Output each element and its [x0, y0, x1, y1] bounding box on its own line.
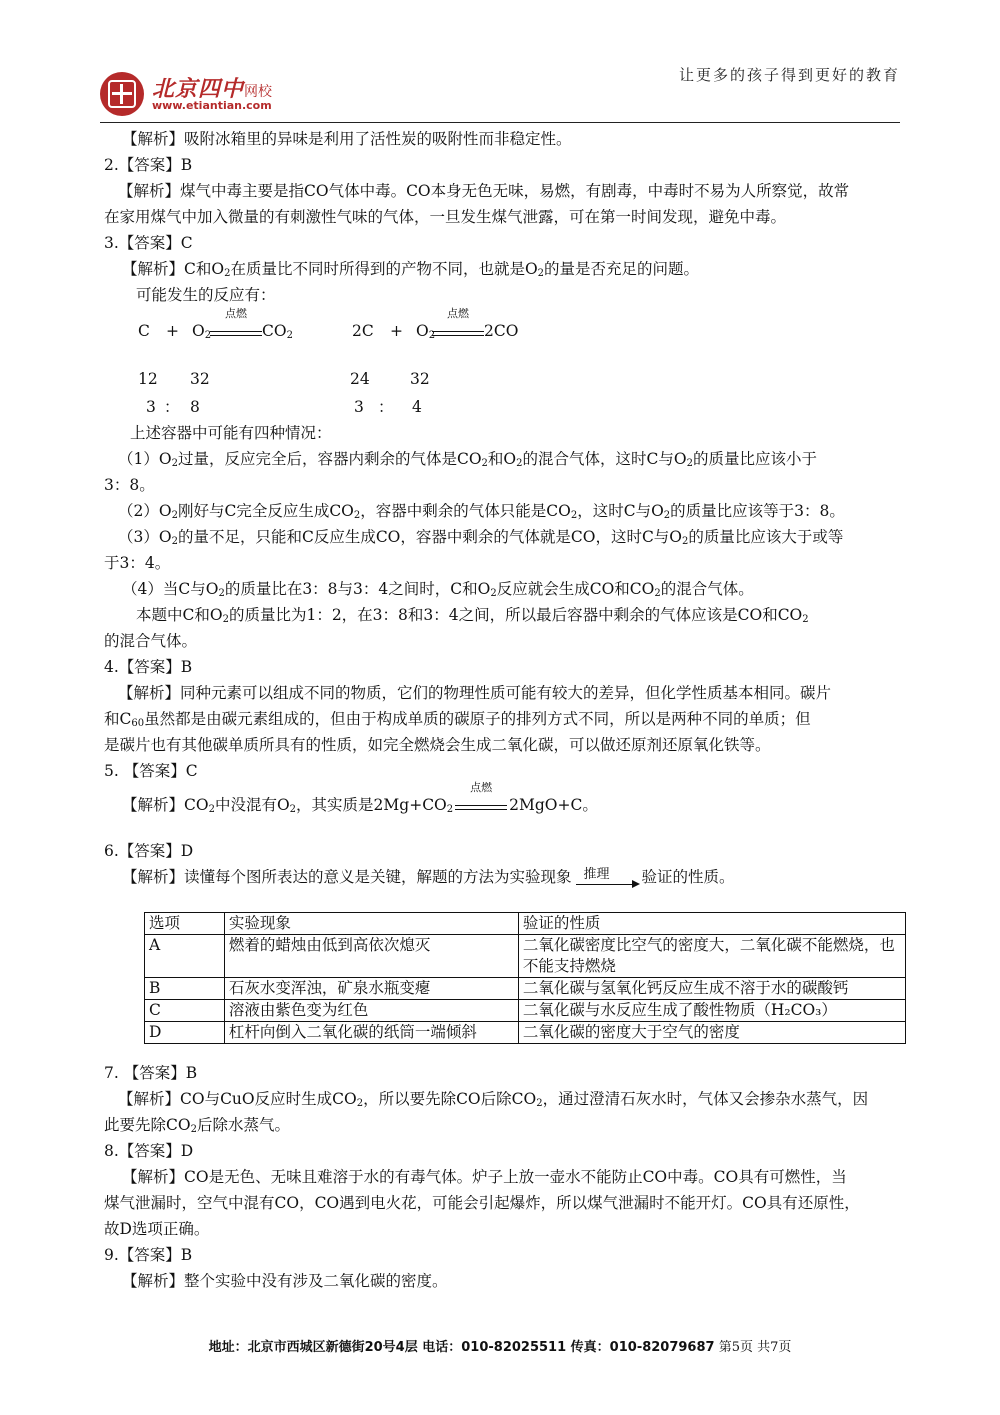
explanation-line: 【解析】C和$O_2$在质量比不同时所得到的产物不同，也就是$O_2$的量是否充足的问题。: [122, 260, 700, 279]
table-row: [145, 935, 906, 978]
answer-key: 4.【答案】B: [104, 658, 193, 676]
explanation-line: 3：8。: [104, 476, 155, 494]
answer-key: 5. 【答案】C: [104, 762, 198, 780]
table-header-cell: 实验现象: [224, 913, 518, 935]
table-cell: 杠杆向倒入二氧化碳的纸筒一端倾斜: [224, 1022, 518, 1044]
table-cell: B: [145, 978, 225, 1000]
page-header: [100, 58, 900, 124]
table-cell: C: [145, 1000, 225, 1022]
explanation-line: 在家用煤气中加入微量的有刺激性气味的气体，一旦发生煤气泄露，可在第一时间发现，避免中毒。: [104, 208, 787, 226]
table-header-cell: 选项: [145, 913, 225, 935]
answer-key: 6.【答案】D: [104, 842, 194, 860]
ratio-colon: ：: [164, 398, 180, 416]
explanation-line: 本题中C和$O_2$的质量比为1：2，在3：8和3：4之间，所以最后容器中剩余的气体应该是CO和$CO_2$: [136, 606, 809, 625]
table-cell: 溶液由紫色变为红色: [224, 1000, 518, 1022]
explanation-line: 是碳片也有其他碳单质所具有的性质，如完全燃烧会生成二氧化碳，可以做还原剂还原氧化铁等。: [104, 736, 771, 754]
explanation-line: $(2)O_2$刚好与C完全反应生成$CO_2$，容器中剩余的气体只能是$CO_2$，这时C与$O_2$的质量比应该等于3：8。: [118, 502, 845, 521]
table-cell: A: [145, 935, 225, 978]
answer-line: 【解析】吸附冰箱里的异味是利用了活性炭的吸附性而非稳定性。: [122, 130, 572, 148]
header-slogan: 让更多的孩子得到更好的教育: [678, 66, 900, 84]
answer-key: 2.【答案】B: [104, 156, 193, 174]
header-divider: [100, 122, 900, 123]
table-cell: 二氧化碳与氢氧化钙反应生成不溶于水的碳酸钙: [518, 978, 905, 1000]
eq-condition: [208, 307, 264, 346]
table-header-cell: 验证的性质: [518, 913, 905, 935]
inference-arrow-icon: [572, 864, 642, 890]
logo-name: 北京四中网校: [152, 76, 273, 102]
explanation-line: 的混合气体。: [104, 632, 198, 650]
ratio-value: 8: [190, 398, 200, 416]
explanation-line: 上述容器中可能有四种情况：: [130, 424, 332, 442]
table-cell: 二氧化碳与水反应生成了酸性物质（H₂CO₃）: [518, 1000, 905, 1022]
eq-reactant: $O_2$: [416, 322, 436, 341]
table-cell: 二氧化碳密度比空气的密度大，二氧化碳不能燃烧，也不能支持燃烧: [518, 935, 905, 978]
mass-value: 24: [350, 370, 370, 388]
explanation-line: （4）当C与$O_2$的质量比在3：8与3：4之间时，C和$O_2$反应就会生成CO和$CO_2$的混合气体。: [122, 580, 754, 599]
mass-value: 32: [410, 370, 430, 388]
table-cell: 石灰水变浑浊，矿泉水瓶变瘪: [224, 978, 518, 1000]
table-cell: D: [145, 1022, 225, 1044]
eq-product: 2CO: [484, 322, 519, 340]
eq-reactant: 2C: [352, 322, 374, 340]
condition-label: 点燃: [447, 307, 469, 320]
table-row: [145, 1022, 906, 1044]
explanation-line: 故D选项正确。: [104, 1220, 210, 1238]
mass-values: [104, 366, 904, 394]
page-footer: [0, 1336, 1000, 1355]
answer-body-continued: [104, 1060, 904, 1294]
eq-condition: [453, 781, 509, 820]
table-row: [145, 978, 906, 1000]
table-cell: 燃着的蜡烛由低到高依次熄灭: [224, 935, 518, 978]
table-row: [145, 1000, 906, 1022]
explanation-line: $(1)O_2$过量，反应完全后，容器内剩余的气体是$CO_2$和$O_2$的混合气体，这时C与$O_2$的质量比应该小于: [118, 450, 817, 469]
explanation-line: 此要先除$CO_2$后除水蒸气。: [104, 1116, 290, 1135]
condition-label: 点燃: [470, 781, 493, 794]
explanation-line: 和$C_{60}$虽然都是由碳元素组成的，但由于构成单质的碳原子的排列方式不同，所以是两种不同的单质；但: [104, 710, 811, 729]
school-logo: [100, 72, 340, 116]
page-number: 第5页 共7页: [718, 1340, 792, 1355]
explanation-line: 煤气泄漏时，空气中混有CO，CO遇到电火花，可能会引起爆炸，所以煤气泄漏时不能开灯。CO具有还原性，: [104, 1194, 860, 1212]
explanation-line: 【解析】CO与CuO反应时生成$CO_2$，所以要先除CO后除$CO_2$，通过澄清石灰水时，气体又会掺杂水蒸气，因: [118, 1090, 869, 1109]
mass-ratios: [104, 394, 904, 420]
explanation-line: 【解析】CO是无色、无味且难溶于水的有毒气体。炉子上放一壶水不能防止CO中毒。CO具有可燃性，当: [122, 1168, 847, 1186]
logo-url: www.etiantian.com: [152, 99, 272, 112]
eq-product: $CO_2$: [262, 322, 293, 341]
ratio-colon: ：: [378, 398, 394, 416]
answer-key: 9.【答案】B: [104, 1246, 193, 1264]
table-cell: 二氧化碳的密度大于空气的密度: [518, 1022, 905, 1044]
arrow-label: 推理: [583, 867, 610, 882]
explanation-line: 【解析】整个实验中没有涉及二氧化碳的密度。: [122, 1272, 448, 1290]
condition-label: 点燃: [225, 307, 247, 320]
eq-plus: +: [166, 322, 179, 340]
answer-body: [104, 126, 904, 890]
explanation-line: $(3)O_2$的量不足，只能和C反应生成CO，容器中剩余的气体就是CO，这时C与$O_2$的质量比应该大于或等: [118, 528, 844, 547]
logo-suffix: 网校: [244, 84, 273, 100]
eq-reactant: $O_2$: [192, 322, 212, 341]
explanation-line: 可能发生的反应有：: [136, 286, 276, 304]
logo-emblem-icon: [100, 72, 144, 116]
mass-value: 32: [190, 370, 210, 388]
explanation-line: 【解析】读懂每个图所表达的意义是关键，解题的方法为实验现象 推理 验证的性质。: [104, 864, 904, 890]
explanation-line: 【解析】$CO_2$中没混有$O_2$，其实质是$2Mg+CO_2$ 点燃 2MgO+C。: [104, 792, 904, 820]
answer-key: 8.【答案】D: [104, 1142, 194, 1160]
explanation-line: 【解析】煤气中毒主要是指CO气体中毒。CO本身无色无味，易燃，有剧毒，中毒时不易为人所察觉，故常: [118, 182, 850, 200]
mass-value: 12: [138, 370, 158, 388]
eq-plus: +: [390, 322, 403, 340]
ratio-value: 3: [146, 398, 156, 416]
answer-key: 3.【答案】C: [104, 234, 193, 252]
explanation-line: 【解析】同种元素可以组成不同的物质，它们的物理性质可能有较大的差异，但化学性质基本相同。碳片: [118, 684, 832, 702]
table-header-row: [145, 913, 906, 935]
ratio-value: 3: [354, 398, 364, 416]
answer-key: 7. 【答案】B: [104, 1064, 198, 1082]
eq-reactant: C: [138, 322, 150, 340]
reaction-equations: [104, 307, 904, 346]
footer-contact: 地址：北京市西城区新德街20号4层 电话：010-82025511 传真：010-82079687: [208, 1340, 715, 1355]
explanation-line: 于3：4。: [104, 554, 171, 572]
eq-condition: [430, 307, 486, 346]
experiment-table: [144, 912, 906, 1044]
ratio-value: 4: [412, 398, 422, 416]
